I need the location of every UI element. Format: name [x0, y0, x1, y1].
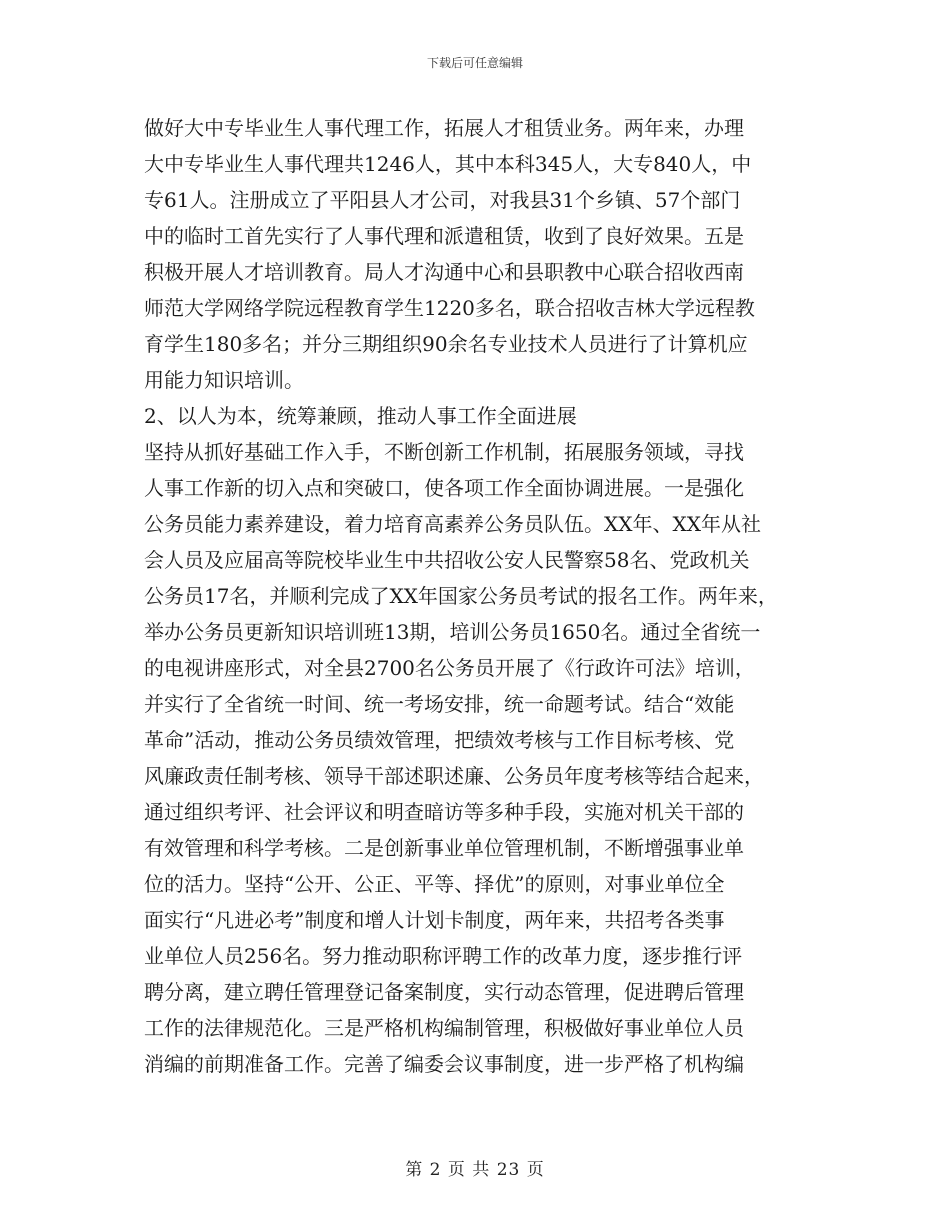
- body-line: 公务员能力素养建设，着力培育高素养公务员队伍。XX年、XX年从社: [144, 512, 761, 536]
- body-line: 的电视讲座形式，对全县2700名公务员开展了《行政许可法》培训，: [144, 656, 755, 680]
- body-line: 革命”活动，推动公务员绩效管理，把绩效考核与工作目标考核、党: [144, 728, 735, 752]
- section-heading: 2、以人为本，统筹兼顾，推动人事工作全面进展: [144, 404, 577, 428]
- body-line: 育学生180多名；并分三期组织90余名专业技术人员进行了计算机应: [144, 332, 748, 356]
- page-number-footer: 第 2 页 共 23 页: [405, 1160, 545, 1180]
- body-line: 大中专毕业生人事代理共1246人，其中本科345人，大专840人，中: [144, 152, 752, 176]
- body-line: 做好大中专毕业生人事代理工作，拓展人才租赁业务。两年来，办理: [144, 116, 744, 140]
- body-line: 积极开展人才培训教育。局人才沟通中心和县职教中心联合招收西南: [144, 260, 744, 284]
- body-line: 业单位人员256名。努力推动职称评聘工作的改革力度，逐步推行评: [144, 944, 743, 968]
- body-line: 面实行“凡进必考”制度和增人计划卡制度，两年来，共招考各类事: [144, 908, 725, 932]
- body-line: 位的活力。坚持“公开、公正、平等、择优”的原则，对事业单位全: [144, 872, 725, 896]
- page-header: 下载后可任意编辑: [426, 56, 523, 70]
- body-line: 举办公务员更新知识培训班13期，培训公务员1650名。通过全省统一: [144, 620, 761, 644]
- body-line: 工作的法律规范化。三是严格机构编制管理，积极做好事业单位人员: [144, 1016, 744, 1040]
- body-line: 中的临时工首先实行了人事代理和派遣租赁，收到了良好效果。五是: [144, 224, 744, 248]
- body-line: 风廉政责任制考核、领导干部述职述廉、公务员年度考核等结合起来，: [144, 764, 764, 788]
- document-body: [144, 110, 824, 1082]
- body-line: 通过组织考评、社会评议和明查暗访等多种手段，实施对机关干部的: [144, 800, 744, 824]
- body-line: 坚持从抓好基础工作入手，不断创新工作机制，拓展服务领域，寻找: [144, 440, 744, 464]
- body-line: 师范大学网络学院远程教育学生1220多名，联合招收吉林大学远程教: [144, 296, 755, 320]
- body-line: 会人员及应届高等院校毕业生中共招收公安人民警察58名、党政机关: [144, 548, 750, 572]
- body-line: 并实行了全省统一时间、统一考场安排，统一命题考试。结合“效能: [144, 692, 735, 716]
- body-line: 专61人。注册成立了平阳县人才公司，对我县31个乡镇、57个部门: [144, 188, 741, 212]
- body-line: 消编的前期准备工作。完善了编委会议事制度，进一步严格了机构编: [144, 1052, 744, 1076]
- body-line: 公务员17名，并顺利完成了XX年国家公务员考试的报名工作。两年来，: [144, 584, 778, 608]
- body-line: 聘分离，建立聘任管理登记备案制度，实行动态管理，促进聘后管理: [144, 980, 744, 1004]
- body-line: 人事工作新的切入点和突破口，使各项工作全面协调进展。一是强化: [144, 476, 744, 500]
- body-line: 有效管理和科学考核。二是创新事业单位管理机制，不断增强事业单: [144, 836, 744, 860]
- body-line: 用能力知识培训。: [144, 368, 304, 392]
